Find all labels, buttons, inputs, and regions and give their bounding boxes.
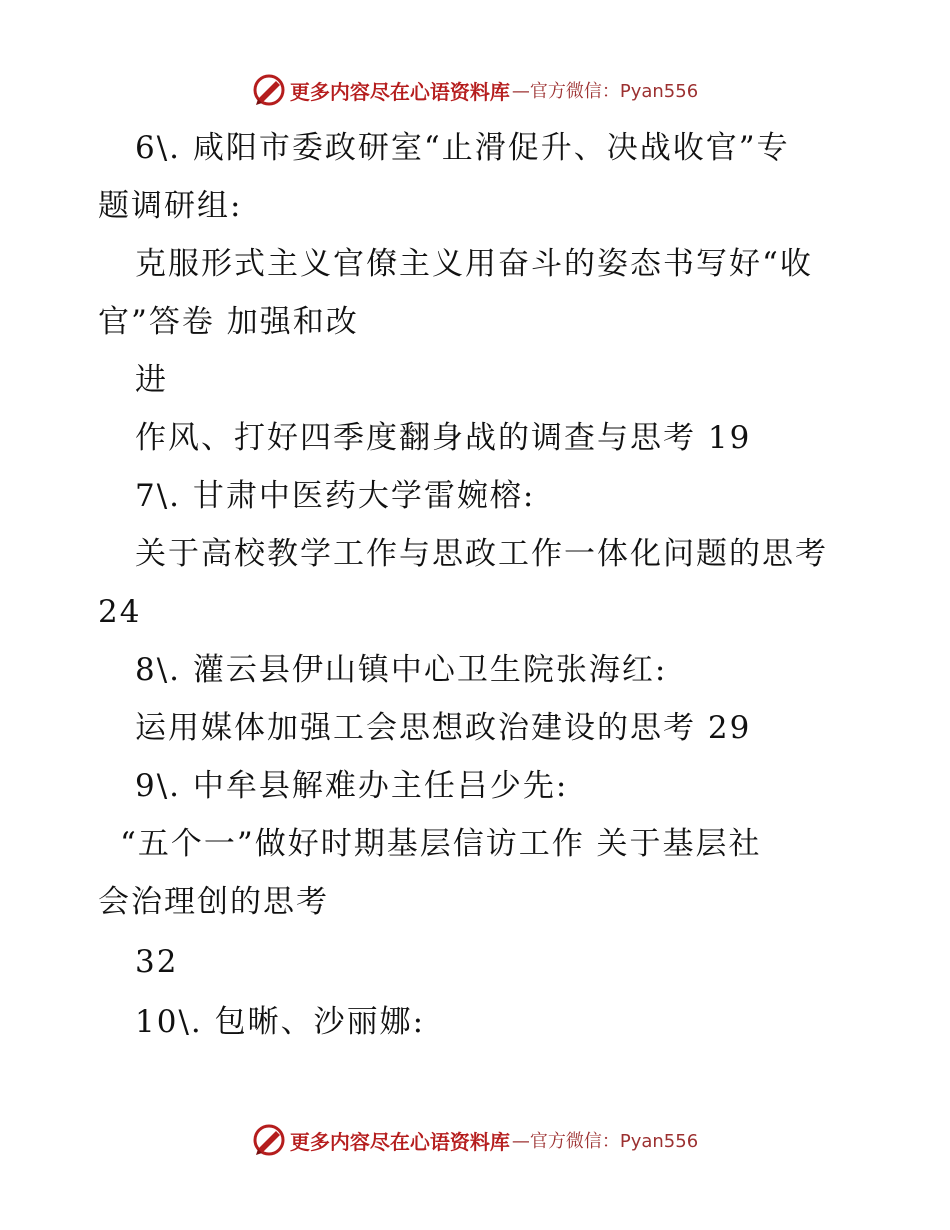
toc-line: 官”答卷 加强和改 [98,304,359,340]
toc-line: 关于高校教学工作与思政工作一体化问题的思考 [135,536,828,572]
toc-line: 24 [98,594,142,630]
toc-line: 进 [135,362,168,398]
toc-line: 6\. 咸阳市委政研室“止滑促升、决战收官”专 [135,130,790,166]
header-watermark-banner [0,70,950,110]
toc-line: 10\. 包晰、沙丽娜: [135,1004,426,1040]
watermark-main-text: 更多内容尽在心语资料库 [289,1129,510,1154]
toc-line: 作风、打好四季度翻身战的调查与思考 19 [135,420,752,456]
watermark-tail-text: —官方微信：Pyan556 [511,81,699,102]
toc-line: 克服形式主义官僚主义用奋斗的姿态书写好“收 [135,246,813,282]
toc-line: 8\. 灌云县伊山镇中心卫生院张海红: [135,652,668,688]
pen-logo-icon [252,73,286,107]
watermark-tail-text: —官方微信：Pyan556 [511,1131,699,1152]
toc-line: 7\. 甘肃中医药大学雷婉榕: [135,478,536,514]
toc-line: 运用媒体加强工会思想政治建设的思考 29 [135,710,752,746]
toc-line: “五个一”做好时期基层信访工作 关于基层社 [120,826,762,862]
watermark-main-text: 更多内容尽在心语资料库 [289,79,510,104]
pen-logo-icon [252,1123,286,1157]
toc-line: 会治理创的思考 [98,884,329,920]
toc-line: 32 [135,944,179,980]
footer-watermark-banner [0,1120,950,1160]
toc-line: 9\. 中牟县解难办主任吕少先: [135,768,569,804]
toc-line: 题调研组: [98,188,243,224]
